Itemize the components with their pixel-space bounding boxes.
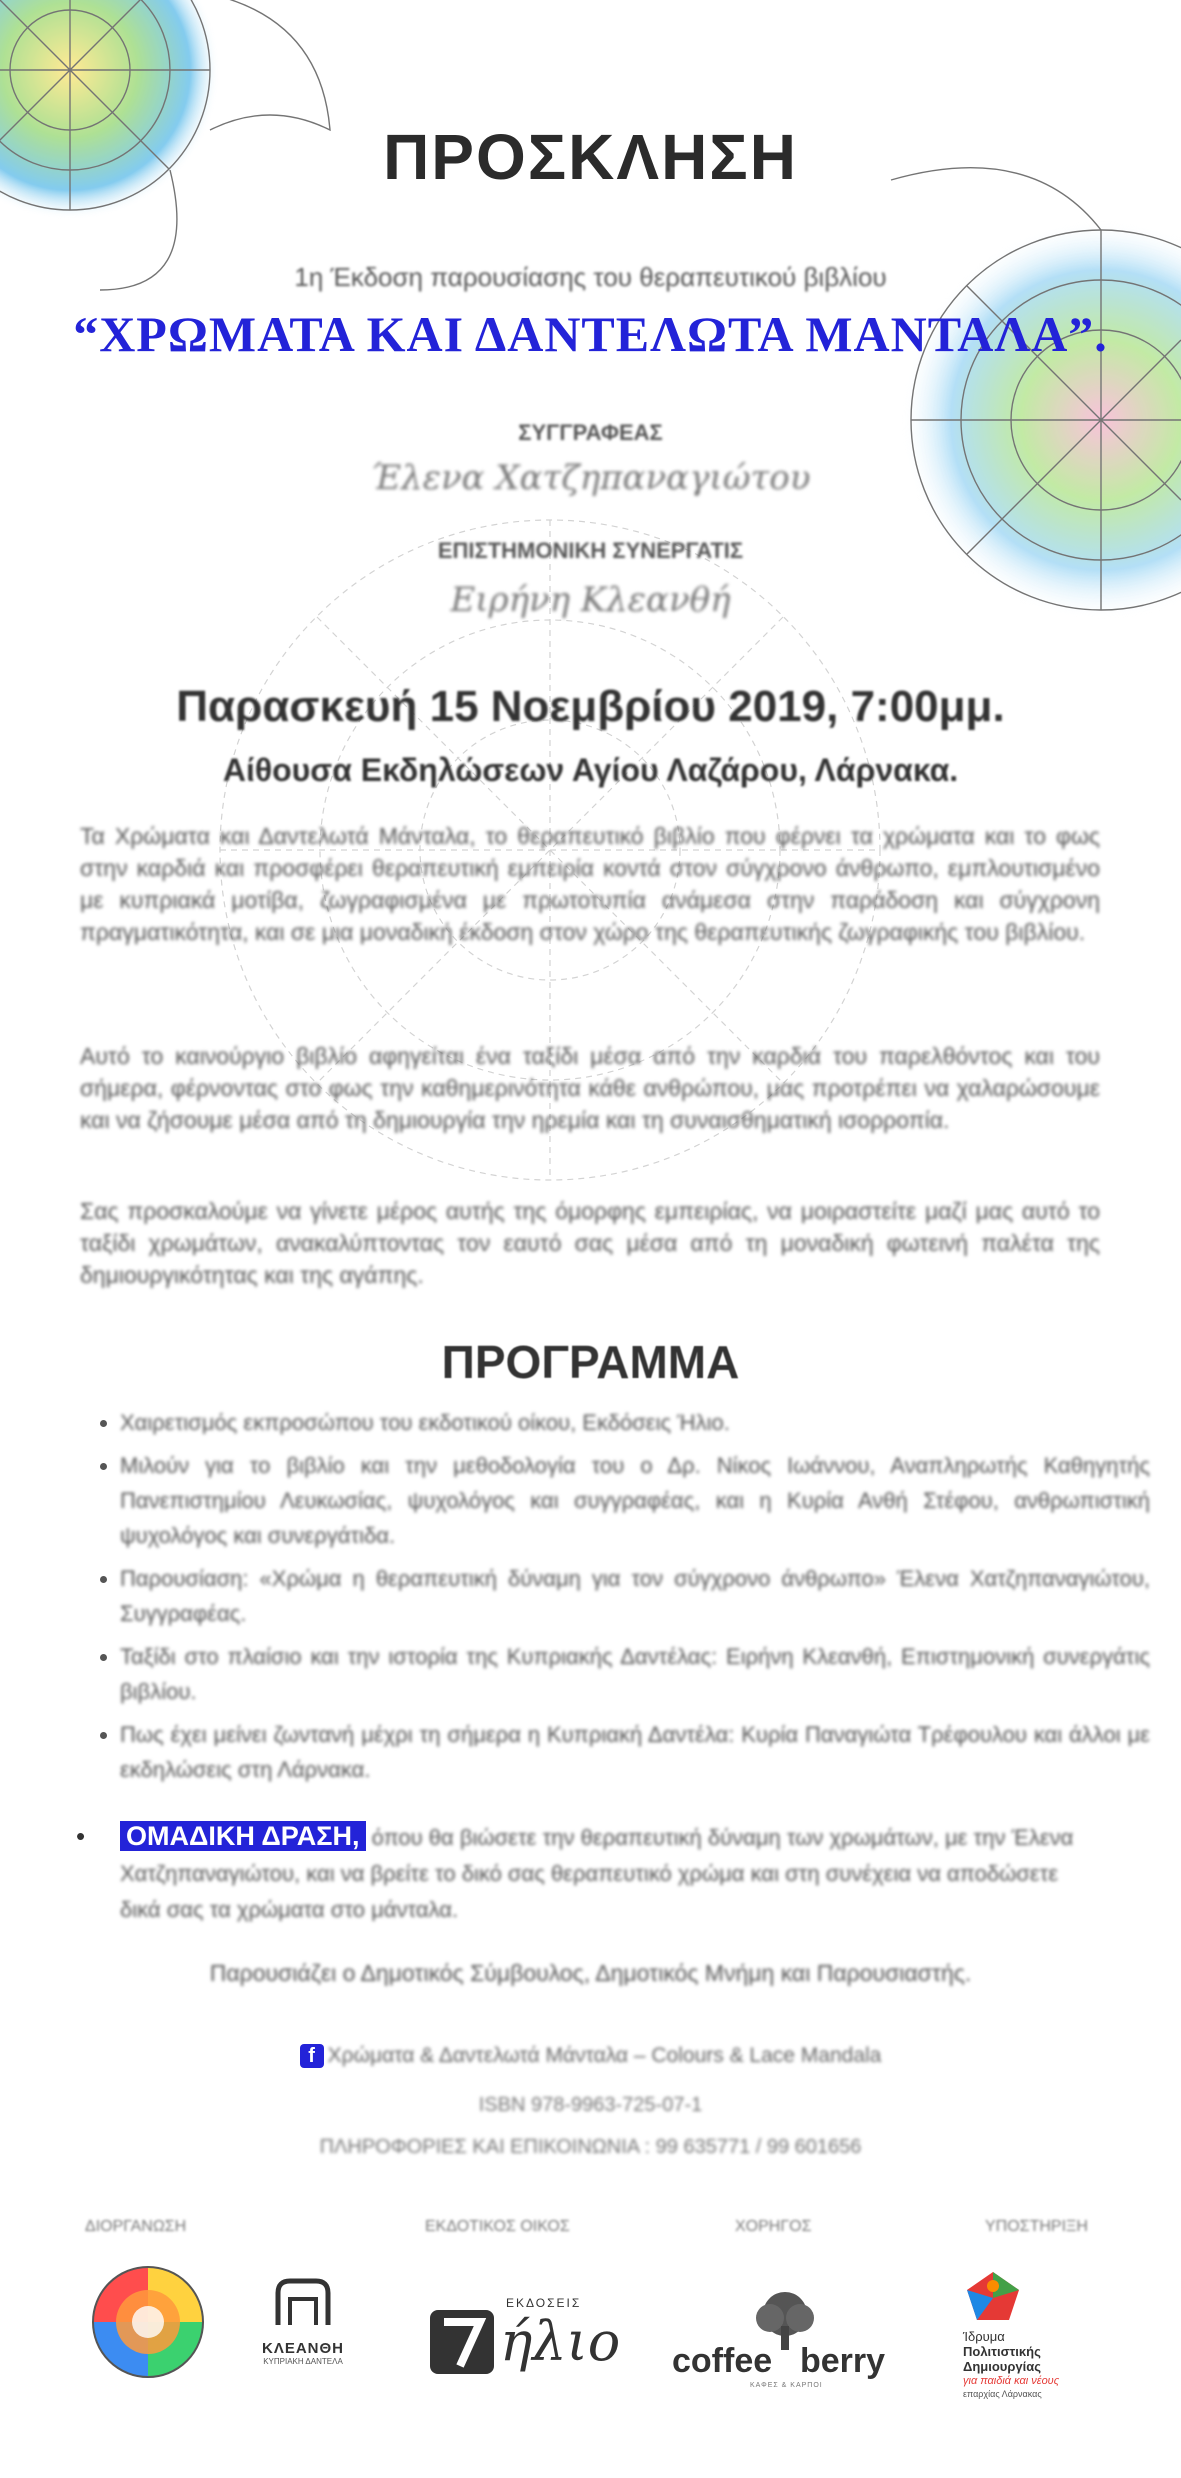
subtitle: 1η Έκδοση παρουσίασης του θεραπευτικού βιβλίου — [294, 262, 887, 292]
ilio-mark — [430, 2310, 494, 2374]
program-item-text: Μιλούν για το βιβλίο και την μεθοδολογία του ο Δρ. Νίκος Ιωάννου, Αναπληρωτής Καθηγητής Πανεπιστημίου Λευκωσίας, ψυχολόγος και συγγραφέας, και η Κυρία Ανθή Στέφου, ανθρωπιστική ψυχολόγος και συνεργάτιδα. — [120, 1453, 1150, 1548]
sponsor-label: ΧΟΡΗΓΟΣ — [735, 2218, 812, 2235]
program-title: ΠΡΟΓΡΑΜΜΑ — [441, 1336, 740, 1388]
scientific-name: Ειρήνη Κλεανθή — [450, 580, 731, 620]
invitation-title: ΠΡΟΣΚΛΗΣΗ — [383, 121, 798, 193]
foundation-logo — [963, 2268, 1103, 2408]
description-paragraph: Σας προσκαλούμε να γίνετε μέρος αυτής της όμορφης εμπειρίας, να μοιραστείτε μαζί μας αυτό το ταξίδι χρωμάτων, ανακαλύπτοντας τον εαυτό σας μέσα από τη μοναδική φωτεινή παλέτα της δημιουργικότητας και της αγάπης. — [80, 1198, 1100, 1288]
program-list — [70, 1405, 1150, 1795]
coffee-berry-logo — [672, 2290, 902, 2390]
group-activity-text: όπου θα βιώσετε την θεραπευτική δύναμη των χρωμάτων, με την Έλενα Χατζηπαναγιώτου, και να βρείτε το δικό σας θεραπευτικό χρώμα και στη συνέχεια να αποδώσετε δικά σας τα χρώματα στο μάνταλα. — [120, 1825, 1074, 1922]
program-item-text: Πως έχει μείνει ζωντανή μέχρι τη σήμερα η Κυπριακή Δαντέλα: Κυρία Παναγιώτα Τρέφουλου και άλλοι με εκδηλώσεις στη Λάρνακα. — [120, 1722, 1150, 1782]
kleanthi-logo — [243, 2275, 363, 2366]
sponsor-label: ΥΠΟΣΤΗΡΙΞΗ — [985, 2218, 1088, 2235]
facebook-icon: f — [300, 2044, 324, 2068]
foundation-line: Πολιτιστικής — [963, 2344, 1041, 2359]
isbn: ISBN 978-9963-725-07-1 — [478, 2094, 703, 2116]
lace-icon — [268, 2275, 338, 2335]
berry-word: berry — [800, 2342, 886, 2380]
ilio-logo — [430, 2290, 620, 2380]
author-role: ΣΥΓΓΡΑΦΕΑΣ — [518, 420, 663, 445]
program-item-text: Ταξίδι στο πλαίσιο και την ιστορία της Κυπριακής Δαντέλας: Ειρήνη Κλεανθή, Επιστημονική συνεργάτις βιβλίου. — [120, 1644, 1150, 1704]
contact-info: ΠΛΗΡΟΦΟΡΙΕΣ ΚΑΙ ΕΠΙΚΟΙΝΩΝΙΑ : 99 635771 / 99 601656 — [319, 2136, 862, 2158]
mandala-logo — [88, 2262, 208, 2382]
foundation-mark — [963, 2268, 1023, 2324]
list-item — [120, 1405, 1150, 1440]
facebook-page-label: Χρώματα & Δαντελωτά Μάνταλα – Colours & Lace Mandala — [327, 2044, 882, 2067]
group-activity-badge: ΟΜΑΔΙΚΗ ΔΡΑΣΗ, — [120, 1821, 366, 1851]
sponsor-label: ΔΙΟΡΓΑΝΩΣΗ — [85, 2218, 187, 2235]
kleanthi-sub: ΚΥΠΡΙΑΚΗ ΔΑΝΤΕΛΑ — [263, 2357, 343, 2366]
foundation-line: Δημιουργίας — [963, 2359, 1041, 2374]
description-paragraph: Αυτό το καινούργιο βιβλίο αφηγείται ένα ταξίδι μέσα από την καρδιά του παρελθόντος και του σήμερα, φέρνοντας στο φως την καθημερινότητα κάθε ανθρώπου, μας προτρέπει να χαλαρώσουμε και να ζήσουμε μέσα από τη δημιουργία την ηρεμία και τη συναισθηματική ισορροπία. — [80, 1043, 1100, 1133]
bullet-icon: • — [76, 1821, 86, 1851]
coffee-word: coffee — [672, 2342, 773, 2380]
kleanthi-name: ΚΛΕΑΝΘΗ — [261, 2340, 344, 2357]
coffee-sub: ΚΑΦΕΣ & ΚΑΡΠΟΙ — [750, 2382, 823, 2389]
foundation-city: επαρχίας Λάρνακας — [963, 2389, 1042, 2399]
program-item-text: Χαιρετισμός εκπροσώπου του εκδοτικού οίκου, Εκδόσεις Ήλιο. — [120, 1410, 730, 1435]
group-activity — [70, 1818, 1100, 1928]
list-item — [120, 1448, 1150, 1553]
book-title: “ΧΡΩΜΑΤΑ ΚΑΙ ΔΑΝΤΕΛΩΤΑ ΜΑΝΤΑΛΑ”. — [73, 306, 1108, 362]
author-name: Έλενα Χατζηπαναγιώτου — [370, 458, 811, 498]
facebook-page[interactable] — [0, 2044, 1181, 2068]
description-paragraph: Τα Χρώματα και Δαντελωτά Μάνταλα, το θεραπευτικό βιβλίο που φέρνει τα χρώματα και το φως στην καρδιά και προσφέρει θεραπευτική εμπειρία κοντά στον σύγχρονο άνθρωπο, εμπλουτισμένο με κυπριακά μοτίβα, ζωγραφισμένα με πρωτοτυπία ανάμεσα στην παράδοση και σύγχρονη πραγματικότητα, και σε μια μοναδική έκδοση στον χώρο της θεραπευτικής ζωγραφικής του βιβλίου. — [80, 823, 1100, 945]
scientific-role: ΕΠΙΣΤΗΜΟΝΙΚΗ ΣΥΝΕΡΓΑΤΙΣ — [437, 538, 744, 563]
foundation-tag: για παιδιά και νέους — [963, 2375, 1060, 2387]
list-item — [120, 1717, 1150, 1787]
sponsor-label: ΕΚΔΟΤΙΚΟΣ ΟΙΚΟΣ — [425, 2218, 570, 2235]
event-venue: Αίθουσα Εκδηλώσεων Αγίου Λαζάρου, Λάρνακα. — [222, 752, 959, 788]
ilio-small-label: ΕΚΔΟΣΕΙΣ — [506, 2296, 582, 2310]
presenter-note: Παρουσιάζει ο Δημοτικός Σύμβουλος, Δημοτικός Μνήμη και Παρουσιαστής. — [209, 1960, 972, 1986]
ilio-name: ήλιο — [500, 2310, 621, 2373]
program-item-text: Παρουσίαση: «Χρώμα η θεραπευτική δύναμη για τον σύγχρονο άνθρωπο» Έλενα Χατζηπαναγιώτου, Συγγραφέας. — [120, 1566, 1150, 1626]
list-item — [120, 1639, 1150, 1709]
event-date: Παρασκευή 15 Νοεμβρίου 2019, 7:00μμ. — [176, 682, 1005, 731]
tree-icon — [750, 2290, 820, 2350]
list-item — [120, 1561, 1150, 1631]
foundation-line: Ίδρυμα — [963, 2329, 1005, 2344]
